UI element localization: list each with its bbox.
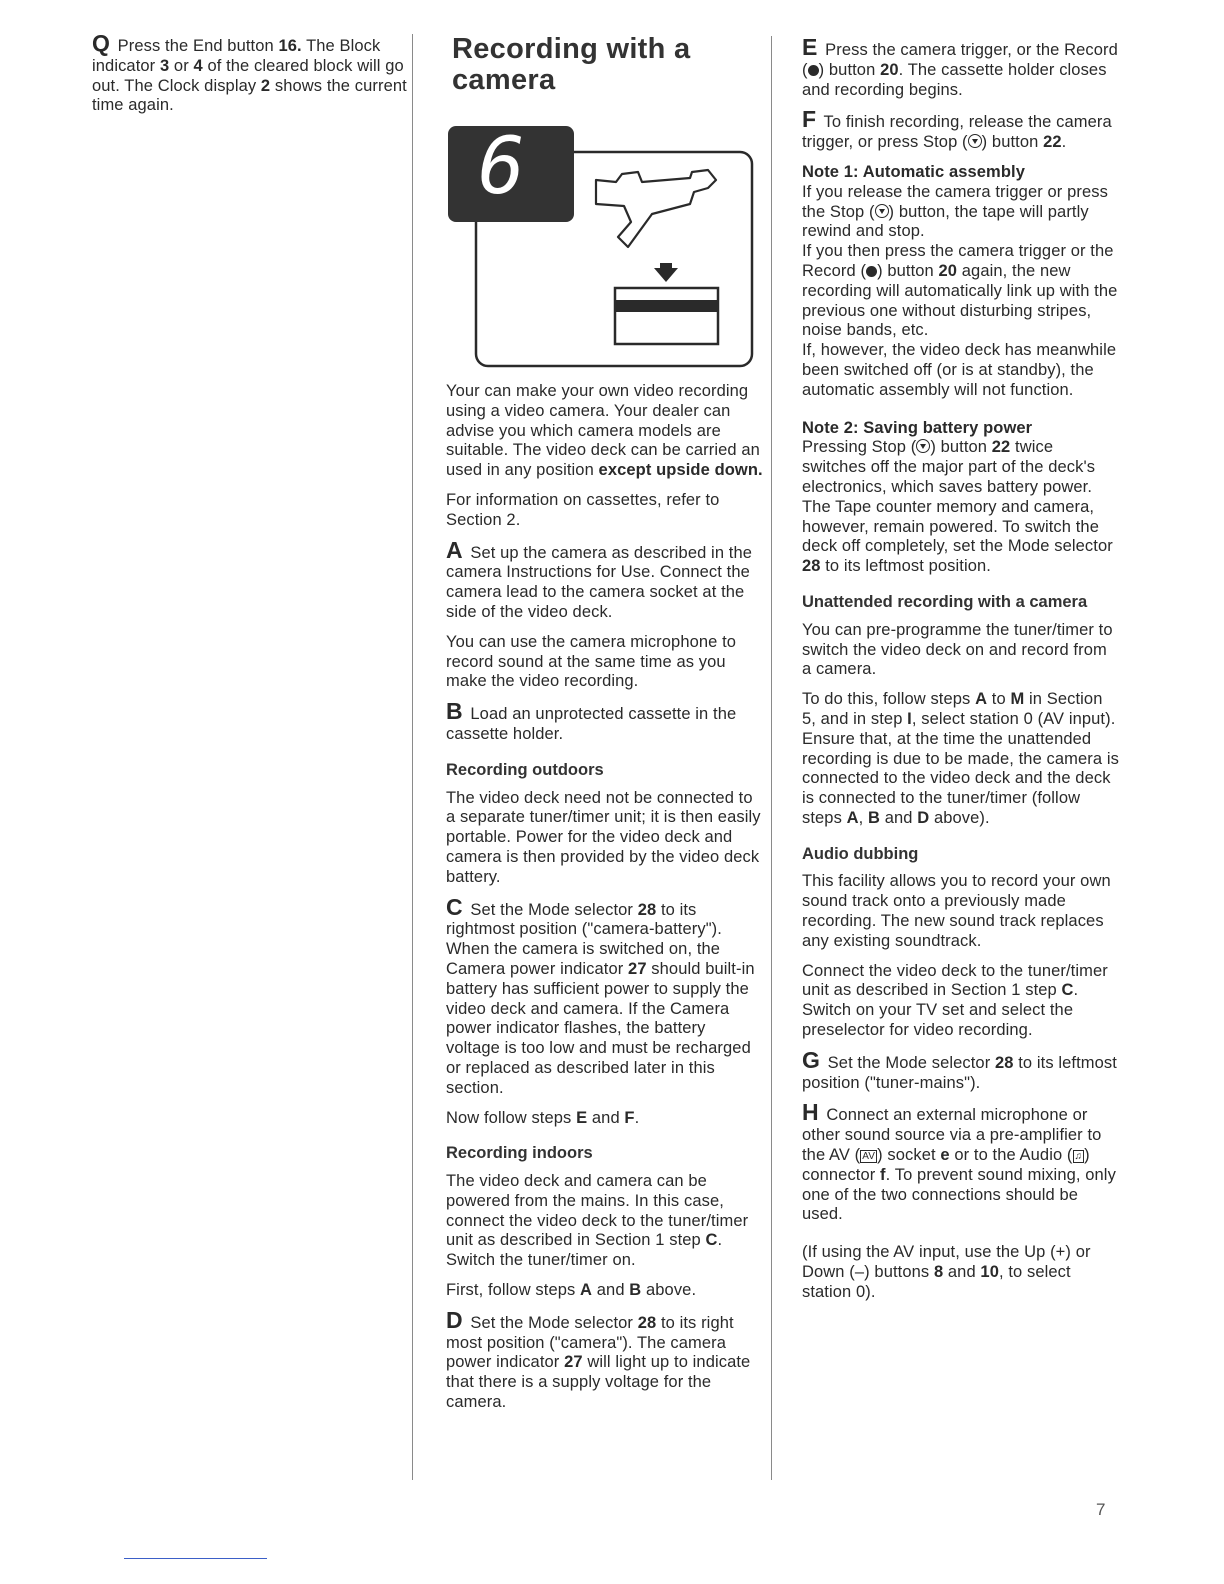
audio-paragraph-2 — [802, 962, 1120, 1041]
step-q-letter: Q — [92, 30, 110, 56]
text: ) button — [930, 438, 992, 457]
ref-number: 3 — [159, 56, 170, 75]
ref-number: 27 — [564, 1353, 583, 1372]
text: The video deck and camera can be powered from the mains. In this case, connect the video deck to the tuner/timer unit as described in Section 1 step — [446, 1172, 749, 1250]
ref-number: 20 — [938, 261, 958, 280]
note1-heading: Note 1: Automatic assembly — [802, 162, 1025, 181]
text: , to select station 0). — [802, 1263, 1071, 1301]
step-a-letter: A — [446, 536, 463, 563]
audio-connector-icon: ♫ — [1074, 1151, 1083, 1163]
cassette-icon — [615, 288, 718, 344]
note1-paragraph-2 — [802, 242, 1120, 341]
step-ref: C — [1061, 981, 1074, 1000]
text: twice switches off the major part of the deck's electronics, which saves battery power. The Tape counter memory and camera, however, remain powered. To switch the deck off completely, set the Mode selector — [802, 438, 1113, 556]
text: Pressing Stop ( — [802, 438, 917, 457]
footer-rule — [124, 1558, 267, 1559]
text: ) button — [981, 133, 1044, 152]
text: and — [592, 1281, 630, 1300]
text: and — [943, 1263, 981, 1282]
step-f-paragraph — [802, 106, 1120, 153]
text: To do this, follow steps — [802, 690, 976, 709]
column-divider-right — [771, 36, 772, 1480]
text: , — [858, 808, 869, 827]
step-f-letter: F — [802, 106, 817, 133]
text: again, the new recording will automatically link up with the previous one without disturbing stripes, noise bands, etc. — [802, 261, 1118, 340]
text: will light up to indicate that there is a supply voltage for the camera. — [446, 1353, 751, 1412]
av-socket-icon: AV — [862, 1151, 876, 1163]
step-e-letter: E — [802, 34, 818, 60]
step-ref: M — [1010, 690, 1025, 709]
stop-icon — [916, 439, 930, 453]
text: of the cleared block will go out. The Clock display — [92, 56, 404, 95]
text: or to the Audio ( — [949, 1146, 1073, 1165]
text: and — [587, 1108, 625, 1127]
step-a-paragraph — [446, 536, 764, 623]
text: (If using the AV input, use the Up (+) or Down (–) buttons — [802, 1243, 1091, 1282]
text: Set the Mode selector — [823, 1053, 995, 1072]
text: ) connector — [802, 1146, 1090, 1184]
stop-icon — [968, 134, 982, 148]
ref-number: 28 — [637, 900, 657, 919]
arrow-down-icon — [654, 268, 678, 282]
record-icon — [866, 266, 877, 277]
audio-paragraph-1: This facility allows you to record your own sound track onto a previously made recording. The new sound track replaces any existing soundtrack. — [802, 872, 1111, 950]
step-ref: A — [580, 1281, 593, 1300]
text: Connect the video deck to the tuner/timer unit as described in Section 1 step — [802, 961, 1108, 1000]
page-number: 7 — [1096, 1500, 1106, 1519]
note2-heading: Note 2: Saving battery power — [802, 418, 1033, 437]
text: ) socket — [877, 1146, 941, 1165]
microphone-paragraph: You can use the camera microphone to record sound at the same time as you make the video recording. — [446, 632, 737, 691]
step-ref: A — [975, 690, 988, 709]
ref-number: 2 — [260, 76, 271, 95]
step-e-paragraph — [802, 34, 1120, 100]
note1-paragraph-3: If, however, the video deck has meanwhile been switched off (or is at standby), the automatic assembly will not function. — [802, 341, 1117, 399]
text: to its right most position ("camera"). The camera power indicator — [446, 1313, 734, 1372]
text: ) button — [877, 261, 939, 280]
note2-paragraph — [802, 438, 1120, 577]
text: to its leftmost position ("tuner-mains"). — [802, 1053, 1117, 1092]
step-ref: I — [907, 709, 912, 728]
text: above. — [641, 1281, 697, 1300]
emphasis: except upside down. — [598, 461, 763, 480]
step-c-letter: C — [446, 893, 463, 920]
audio-dubbing-heading: Audio dubbing — [802, 844, 919, 863]
text: . Switch on your TV set and select the preselector for video recording. — [802, 981, 1079, 1040]
text: Your can make your own video recording using a video camera. Your dealer can advise you which camera models are suitable. The video deck can be carried an used in any position — [446, 382, 760, 480]
text: Connect an external microphone or other sound source via a pre-amplifier to the AV ( — [802, 1106, 1102, 1165]
text: . The cassette holder closes and recording begins. — [802, 60, 1107, 99]
ref-number: 22 — [1043, 133, 1062, 152]
ref-number: 20 — [880, 60, 899, 79]
outdoors-paragraph: The video deck need not be connected to a separate tuner/timer unit; it is then easily portable. Power for the video deck and camera is then provided by the video deck battery. — [446, 788, 761, 886]
text: . To prevent sound mixing, only one of the two connections should be used. — [802, 1165, 1116, 1224]
text: in Section 5, and in step — [802, 690, 1103, 728]
unattended-heading: Unattended recording with a camera — [802, 592, 1088, 611]
column-divider-left — [412, 34, 413, 1480]
text: ) button — [818, 60, 881, 79]
step-ref: F — [624, 1108, 635, 1127]
step-ref: B — [629, 1281, 642, 1300]
step-d-paragraph — [446, 1306, 764, 1413]
text: Press the End button — [113, 37, 279, 55]
text: or — [169, 56, 194, 75]
note1-paragraph-1 — [802, 183, 1120, 242]
ref-number: 28 — [802, 557, 821, 576]
text: If you then press the camera trigger or the Record ( — [802, 242, 1114, 280]
step-g-letter: G — [802, 1046, 820, 1073]
ref-number: 16. — [278, 37, 302, 55]
ref-number: 28 — [994, 1053, 1014, 1072]
text: Press the camera trigger, or the Record ( — [802, 41, 1118, 79]
text: Load an unprotected cassette in the cassette holder. — [446, 705, 737, 743]
ref-letter: e — [940, 1146, 950, 1165]
follow-ef-paragraph — [446, 1109, 764, 1129]
indoors-heading: Recording indoors — [446, 1144, 593, 1163]
text: . Switch the tuner/timer on. — [446, 1231, 723, 1270]
text: , select station 0 (AV input). Ensure that, at the time the unattended recording is due to be made, the camera is connected to the video deck and the deck is connected to the tuner/timer (follow steps — [802, 709, 1119, 827]
step-ref: B — [868, 808, 881, 827]
column-left — [92, 30, 410, 126]
page-title: Recording with a camera — [452, 33, 691, 96]
ref-number: 27 — [628, 959, 647, 978]
column-middle — [446, 34, 764, 1423]
step-ref: E — [576, 1108, 588, 1127]
record-icon — [808, 65, 819, 76]
unattended-paragraph-2 — [802, 690, 1120, 829]
step-b-paragraph — [446, 698, 764, 745]
text: The Block indicator — [92, 37, 381, 75]
closing-paragraph — [802, 1243, 1120, 1302]
text: Set up the camera as described in the camera Instructions for Use. Connect the camera lead to the camera socket at the side of the video deck. — [446, 543, 753, 621]
video-camera-icon — [596, 170, 716, 247]
text: and — [880, 808, 918, 827]
text: to — [987, 690, 1011, 709]
intro-paragraph — [446, 382, 764, 481]
outdoors-heading: Recording outdoors — [446, 760, 604, 779]
ref-letter: f — [880, 1165, 886, 1184]
stop-icon — [875, 204, 889, 218]
step-q-paragraph — [92, 30, 410, 116]
camera-illustration — [446, 122, 756, 372]
cassettes-paragraph: For information on cassettes, refer to Section 2. — [446, 490, 720, 529]
follow-ab-paragraph — [446, 1281, 764, 1301]
ref-number: 28 — [637, 1313, 657, 1332]
step-ref: C — [705, 1231, 718, 1250]
text: . — [1061, 133, 1067, 152]
ref-number: 4 — [193, 56, 203, 75]
step-h-paragraph — [802, 1099, 1120, 1225]
text: . — [634, 1108, 640, 1127]
text: to its leftmost position. — [820, 557, 991, 576]
text: should built-in battery has sufficient power to supply the video deck and camera. If the Camera power indicator flashes, the battery voltage is too low and must be recharged or replaced as described later in this section. — [446, 959, 755, 1097]
text: above). — [929, 808, 990, 827]
text: Set the Mode selector — [465, 1313, 638, 1332]
step-ref: D — [917, 808, 930, 827]
text: Set the Mode selector — [465, 900, 638, 919]
ref-number: 22 — [991, 438, 1011, 457]
ref-number: 8 — [933, 1263, 944, 1282]
unattended-paragraph-1: You can pre-programme the tuner/timer to switch the video deck on and record from a camera. — [802, 620, 1113, 679]
step-ref: A — [846, 808, 859, 827]
step-c-paragraph — [446, 893, 764, 1099]
text: ) button, the tape will partly rewind and stop. — [802, 202, 1089, 241]
section-number: 6 — [478, 122, 525, 212]
text: to its rightmost position ("camera-battery"). When the camera is switched on, the Camera power indicator — [446, 900, 722, 978]
text: First, follow steps — [446, 1281, 581, 1300]
text: To finish recording, release the camera trigger, or press Stop ( — [802, 113, 1112, 152]
step-h-letter: H — [802, 1099, 819, 1126]
column-right — [802, 34, 1120, 1313]
step-d-letter: D — [446, 1306, 463, 1333]
text: Now follow steps — [446, 1108, 577, 1127]
step-b-letter: B — [446, 698, 463, 725]
ref-number: 10 — [980, 1263, 999, 1282]
step-g-paragraph — [802, 1046, 1120, 1094]
text: If you release the camera trigger or press the Stop ( — [802, 182, 1108, 221]
text: shows the current time again. — [92, 76, 407, 115]
indoors-paragraph — [446, 1172, 764, 1271]
